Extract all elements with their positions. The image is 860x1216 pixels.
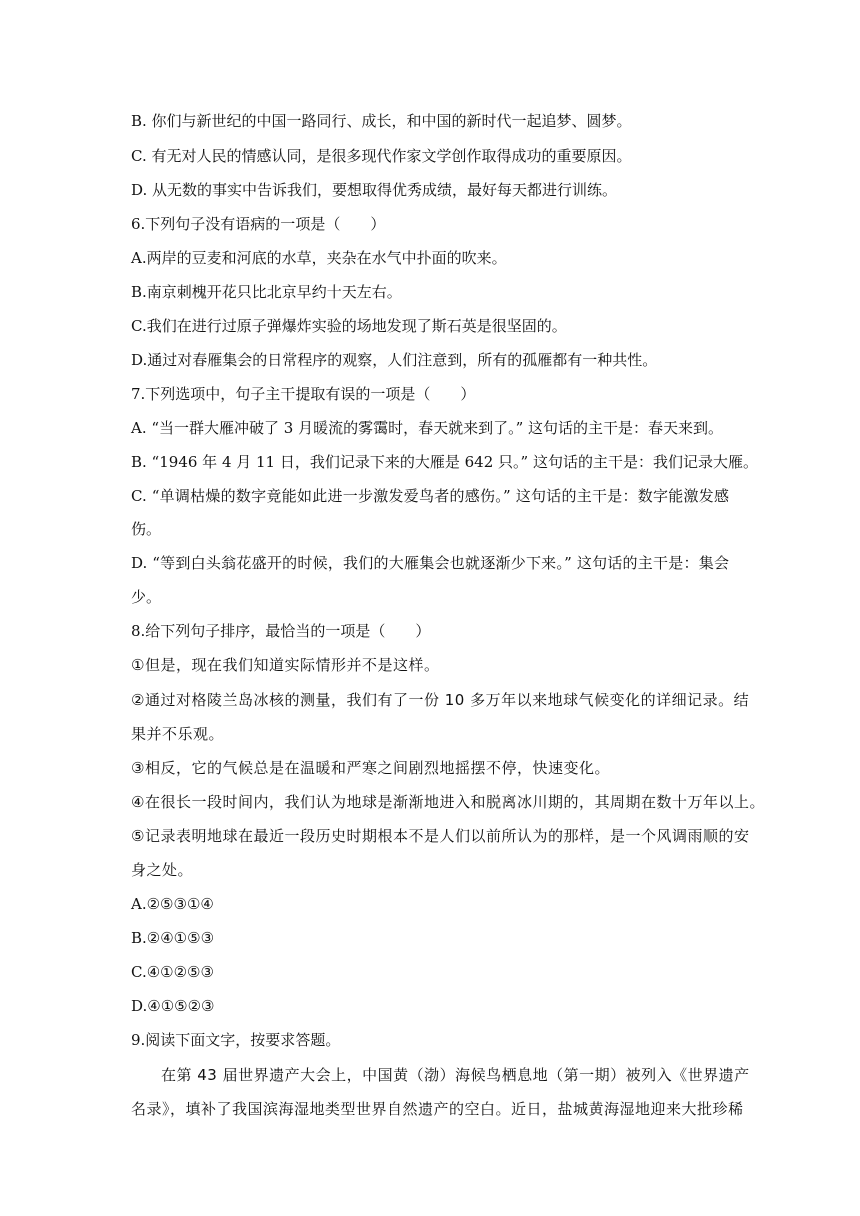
q9-passage-line-2: 名录》，填补了我国滨海湿地类型世界自然遗产的空白。近日，盐城黄海湿地迎来大批珍稀 bbox=[131, 1100, 744, 1118]
q6-option-b: B.南京刺槐开花只比北京早约十天左右。 bbox=[131, 283, 402, 301]
q8-sentence-2-cont: 果并不乐观。 bbox=[131, 725, 225, 743]
q7-option-c-cont: 伤。 bbox=[131, 520, 162, 538]
q5-option-b: B. 你们与新世纪的中国一路同行、成长，和中国的新时代一起追梦、圆梦。 bbox=[131, 112, 632, 130]
q8-option-a: A.②⑤③①④ bbox=[131, 895, 214, 913]
q6-option-c: C.我们在进行过原子弹爆炸实验的场地发现了斯石英是很坚固的。 bbox=[131, 317, 567, 335]
q8-option-b: B.②④①⑤③ bbox=[131, 929, 215, 947]
q8-sentence-5: ⑤记录表明地球在最近一段历史时期根本不是人们以前所认为的那样，是一个风调雨顺的安 bbox=[131, 827, 750, 845]
q6-stem: 6.下列句子没有语病的一项是（ ） bbox=[131, 215, 386, 233]
q8-sentence-1: ①但是，现在我们知道实际情形并不是这样。 bbox=[131, 656, 440, 674]
q8-option-d: D.④①⑤②③ bbox=[131, 997, 215, 1015]
q8-sentence-5-cont: 身之处。 bbox=[131, 861, 194, 879]
q8-sentence-2: ②通过对格陵兰岛冰核的测量，我们有了一份 10 多万年以来地球气候变化的详细记录。结 bbox=[131, 691, 750, 709]
q7-option-d-cont: 少。 bbox=[131, 588, 162, 606]
q7-option-d: D. “等到白头翁花盛开的时候，我们的大雁集会也就逐渐少下来。” 这句话的主干是：集会 bbox=[131, 554, 729, 572]
q5-option-d: D. 从无数的事实中告诉我们，要想取得优秀成绩，最好每天都进行训练。 bbox=[131, 181, 618, 199]
q8-stem: 8.给下列句子排序，最恰当的一项是（ ） bbox=[131, 622, 431, 640]
q7-option-c: C. “单调枯燥的数字竟能如此进一步激发爱鸟者的感伤。” 这句话的主干是：数字能激发感 bbox=[131, 487, 729, 505]
q7-stem: 7.下列选项中，句子主干提取有误的一项是（ ） bbox=[131, 385, 476, 403]
q8-sentence-4: ④在很长一段时间内，我们认为地球是渐渐地进入和脱离冰川期的，其周期在数十万年以上。 bbox=[131, 793, 765, 811]
q6-option-a: A.两岸的豆麦和河底的水草，夹杂在水气中扑面的吹来。 bbox=[131, 249, 507, 267]
q9-passage-line-1: 在第 43 届世界遗产大会上，中国黄（渤）海候鸟栖息地（第一期）被列入《世界遗产 bbox=[161, 1066, 750, 1084]
q6-option-d: D.通过对春雁集会的日常程序的观察，人们注意到，所有的孤雁都有一种共性。 bbox=[131, 351, 658, 369]
q8-option-c: C.④①②⑤③ bbox=[131, 963, 214, 981]
q5-option-c: C. 有无对人民的情感认同，是很多现代作家文学创作取得成功的重要原因。 bbox=[131, 147, 632, 165]
q7-option-a: A. “当一群大雁冲破了 3 月暖流的雾霭时，春天就来到了。” 这句话的主干是：春天来到。 bbox=[131, 419, 724, 437]
q7-option-b: B. “1946 年 4 月 11 日，我们记录下来的大雁是 642 只。” 这句话的主干是：我们记录大雁。 bbox=[131, 453, 758, 471]
q8-sentence-3: ③相反，它的气候总是在温暖和严寒之间剧烈地摇摆不停，快速变化。 bbox=[131, 759, 610, 777]
q9-stem: 9.阅读下面文字，按要求答题。 bbox=[131, 1031, 341, 1049]
